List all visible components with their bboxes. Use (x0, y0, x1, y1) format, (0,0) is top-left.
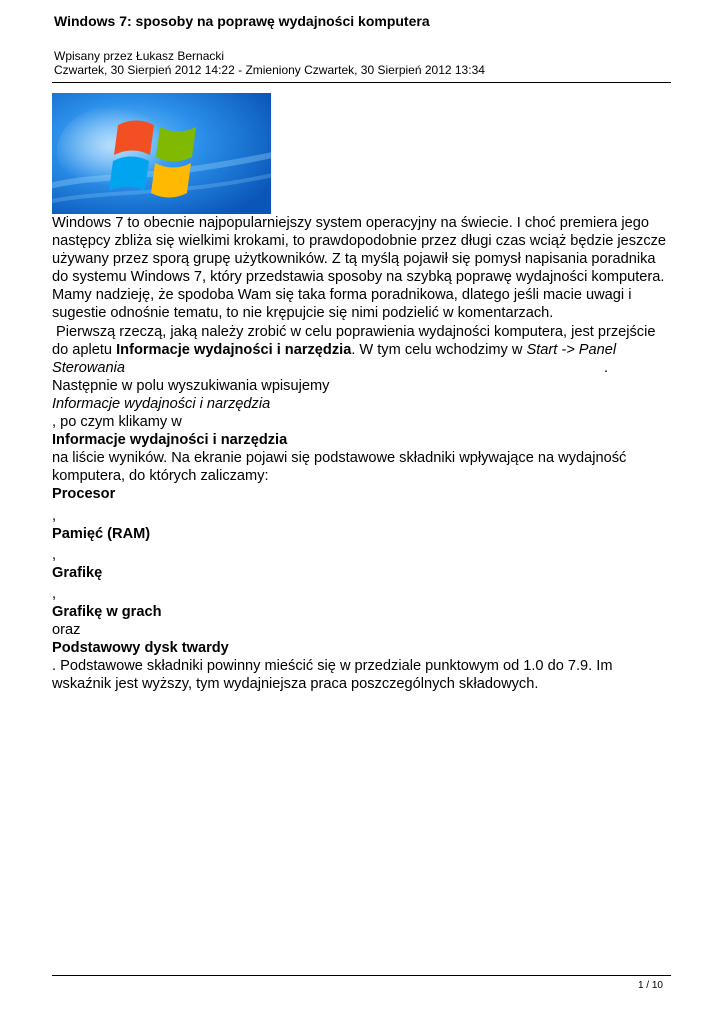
component-dysk: Podstawowy dysk twardy (52, 640, 229, 657)
intro-line: używany przez sporą grupę użytkowników. Z tą myślą pojawił się pomysł napisania poradnika (52, 251, 656, 268)
paragraph-5-line-1: . Podstawowe składniki powinny mieścić się w przedziale punktowym od 1.0 do 7.9. Im (52, 658, 613, 675)
paragraph-2-mid: . W tym celu wchodzimy w (351, 341, 527, 358)
result-name-bold: Informacje wydajności i narzędzia (52, 432, 288, 449)
intro-line: następcy zbliża się wielkimi krokami, to prawdopodobnie przez długi czas wciąż będzie jeszcze (52, 233, 667, 250)
document-title: Windows 7: sposoby na poprawę wydajności komputera (54, 13, 430, 29)
header-divider (52, 82, 671, 83)
comma-separator: , (52, 507, 57, 524)
paragraph-4-line-2: komputera, do których zaliczamy: (52, 468, 269, 485)
oraz-text: oraz (52, 622, 81, 639)
sterowania-text: Sterowania (52, 359, 126, 376)
author-line: Wpisany przez Łukasz Bernacki (54, 49, 225, 63)
paragraph-5-line-2: wskaźnik jest wyższy, tym wydajniejsza praca poszczególnych składowych. (52, 676, 539, 693)
paragraph-2-line-2 (52, 341, 677, 359)
intro-line: Mamy nadzieję, że spodoba Wam się taka forma poradnikowa, dlatego jeśli macie uwagi i (52, 287, 632, 304)
paragraph-4-line-1: na liście wyników. Na ekranie pojawi się podstawowe składniki wpływające na wydajność (52, 450, 627, 467)
component-grafika: Grafikę (52, 564, 103, 581)
comma-separator: , (52, 546, 57, 563)
intro-line: do systemu Windows 7, który przedstawia sposoby na szybką poprawę wydajności komputera. (52, 269, 665, 286)
page-number: 1 / 10 (637, 980, 663, 991)
article-body (52, 214, 677, 693)
windows-7-logo-image (52, 93, 271, 214)
paragraph-2-pre: do apletu (52, 341, 117, 358)
dates-line: Czwartek, 30 Sierpień 2012 14:22 - Zmieniony Czwartek, 30 Sierpień 2012 13:34 (54, 63, 485, 77)
start-panel-path: Start -> Panel (526, 341, 617, 358)
paragraph-2-line-1: Pierwszą rzeczą, jaką należy zrobić w celu poprawienia wydajności komputera, jest przejście (52, 323, 656, 340)
intro-line: sugestie odnośnie tematu, to nie krępujcie się nimi podzielić w komentarzach. (52, 305, 554, 322)
applet-name-bold: Informacje wydajności i narzędzia (116, 341, 352, 358)
component-ram: Pamięć (RAM) (52, 525, 151, 542)
trailing-dot: . (604, 359, 609, 376)
component-grafika-w-grach: Grafikę w grach (52, 603, 162, 620)
paragraph-3-after: , po czym klikamy w (52, 414, 182, 431)
paragraph-3-line-1: Następnie w polu wyszukiwania wpisujemy (52, 377, 330, 394)
paragraph-2-line-3 (52, 359, 677, 377)
comma-separator: , (52, 585, 57, 602)
search-term-italic: Informacje wydajności i narzędzia (52, 395, 271, 412)
footer-divider (52, 975, 671, 976)
component-procesor: Procesor (52, 486, 116, 503)
intro-line: Windows 7 to obecnie najpopularniejszy system operacyjny na świecie. I choć premiera jego (52, 215, 650, 231)
